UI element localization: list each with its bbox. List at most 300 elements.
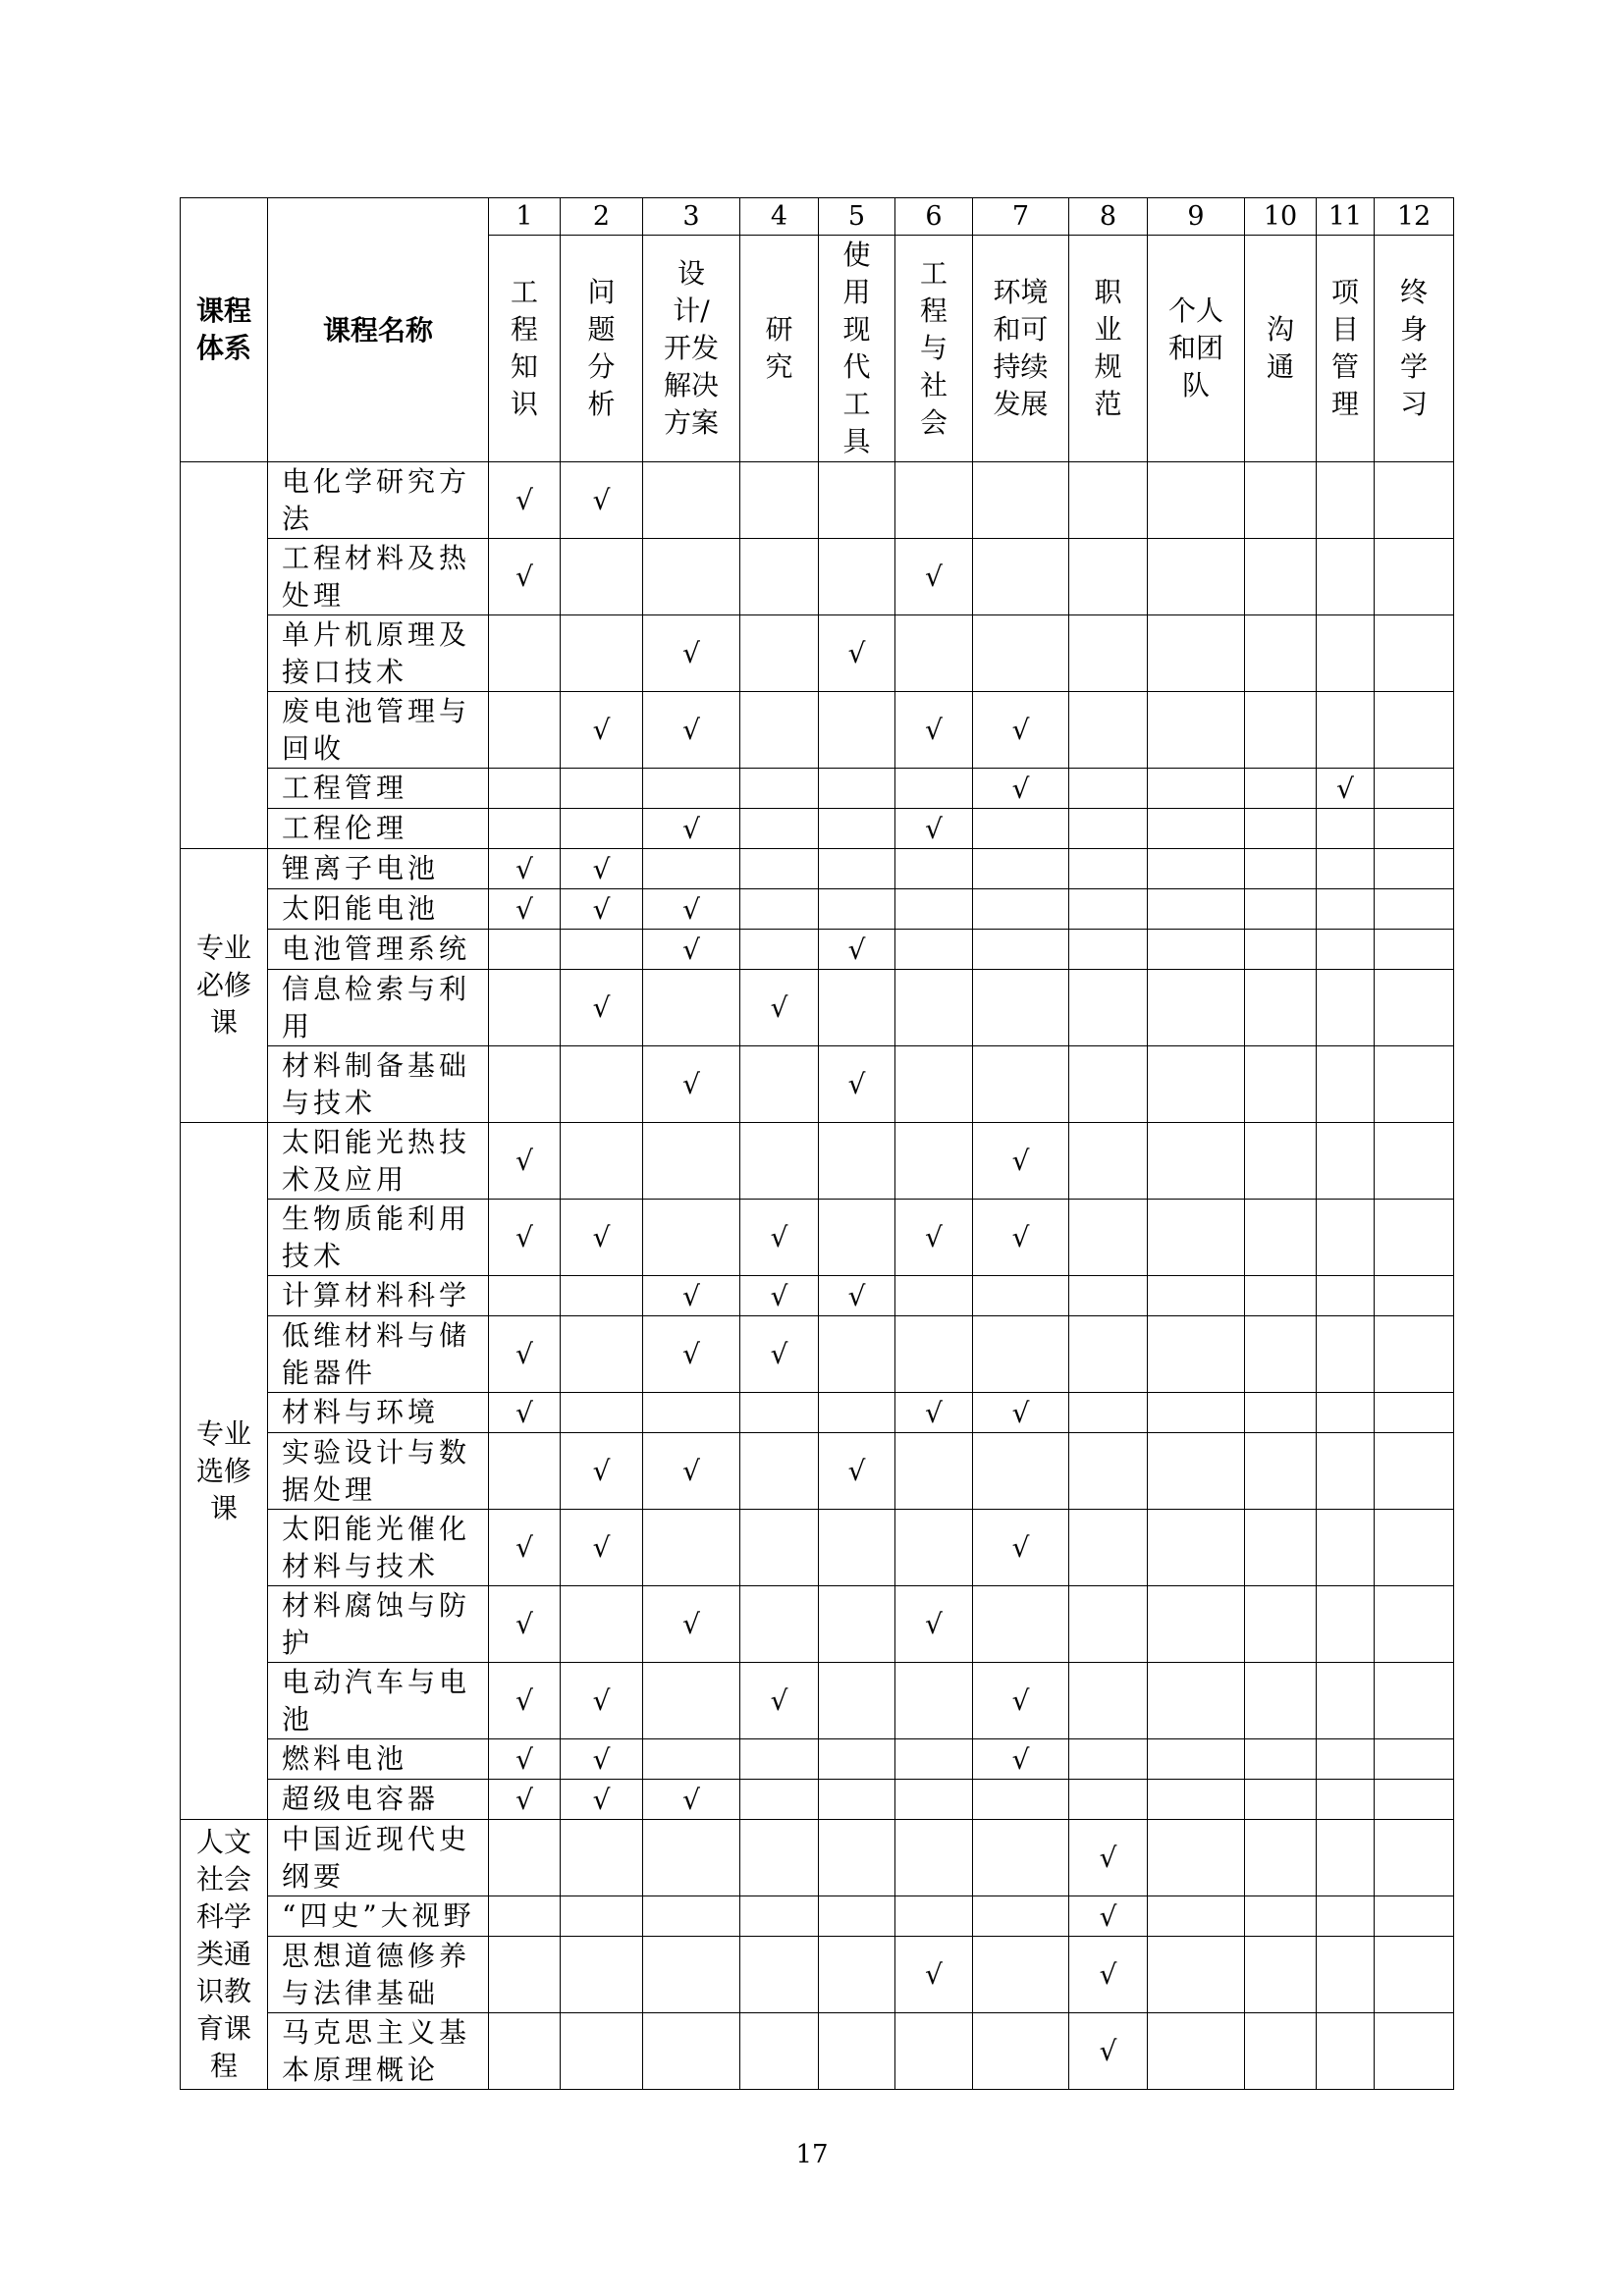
empty-cell bbox=[1245, 1820, 1317, 1896]
course-name: 材料制备基础与技术 bbox=[268, 1046, 489, 1123]
empty-cell bbox=[819, 462, 895, 539]
check-mark: √ bbox=[489, 1780, 561, 1820]
table-row bbox=[181, 1046, 1454, 1123]
empty-cell bbox=[973, 1896, 1069, 1937]
empty-cell bbox=[1317, 1586, 1375, 1663]
column-number: 11 bbox=[1317, 198, 1375, 236]
empty-cell bbox=[740, 1937, 819, 2013]
column-label-cell bbox=[1375, 236, 1454, 462]
empty-cell bbox=[740, 539, 819, 615]
column-number-row bbox=[181, 198, 1454, 236]
category-cell bbox=[181, 849, 268, 1123]
empty-cell bbox=[1245, 539, 1317, 615]
empty-cell bbox=[1245, 889, 1317, 930]
empty-cell bbox=[973, 1276, 1069, 1316]
empty-cell bbox=[1317, 1433, 1375, 1510]
empty-cell bbox=[561, 1393, 643, 1433]
empty-cell bbox=[643, 1820, 740, 1896]
course-name: 超级电容器 bbox=[268, 1780, 489, 1820]
empty-cell bbox=[973, 2013, 1069, 2090]
empty-cell bbox=[1317, 889, 1375, 930]
course-name: 废电池管理与回收 bbox=[268, 692, 489, 769]
course-name: 单片机原理及接口技术 bbox=[268, 615, 489, 692]
empty-cell bbox=[1245, 462, 1317, 539]
check-mark: √ bbox=[489, 1663, 561, 1739]
empty-cell bbox=[973, 1820, 1069, 1896]
empty-cell bbox=[740, 1046, 819, 1123]
column-label: 沟通 bbox=[1266, 313, 1294, 383]
empty-cell bbox=[1375, 2013, 1454, 2090]
check-mark: √ bbox=[489, 1510, 561, 1586]
check-mark: √ bbox=[895, 1937, 973, 2013]
check-mark: √ bbox=[561, 462, 643, 539]
empty-cell bbox=[643, 769, 740, 809]
check-mark: √ bbox=[973, 1123, 1069, 1200]
empty-cell bbox=[1148, 1316, 1245, 1393]
empty-cell bbox=[973, 539, 1069, 615]
check-mark: √ bbox=[973, 1510, 1069, 1586]
column-label: 终身学习 bbox=[1399, 276, 1428, 420]
course-name: 工程伦理 bbox=[268, 809, 489, 849]
category-label: 人文社会科学类通识教育课程 bbox=[195, 1826, 251, 2082]
empty-cell bbox=[819, 849, 895, 889]
course-name: 思想道德修养与法律基础 bbox=[268, 1937, 489, 2013]
empty-cell bbox=[489, 970, 561, 1046]
empty-cell bbox=[561, 1046, 643, 1123]
column-number: 6 bbox=[895, 198, 973, 236]
table-row bbox=[181, 849, 1454, 889]
empty-cell bbox=[740, 809, 819, 849]
column-label: 设计/开发解决方案 bbox=[663, 257, 719, 439]
empty-cell bbox=[561, 1820, 643, 1896]
empty-cell bbox=[1245, 930, 1317, 970]
empty-cell bbox=[895, 615, 973, 692]
empty-cell bbox=[489, 2013, 561, 2090]
column-label-cell bbox=[1317, 236, 1375, 462]
empty-cell bbox=[489, 1820, 561, 1896]
empty-cell bbox=[1069, 1739, 1148, 1780]
empty-cell bbox=[740, 889, 819, 930]
empty-cell bbox=[740, 1820, 819, 1896]
empty-cell bbox=[973, 615, 1069, 692]
column-number: 1 bbox=[489, 198, 561, 236]
course-name: 电池管理系统 bbox=[268, 930, 489, 970]
empty-cell bbox=[1375, 539, 1454, 615]
empty-cell bbox=[973, 1433, 1069, 1510]
column-number: 5 bbox=[819, 198, 895, 236]
empty-cell bbox=[1375, 1780, 1454, 1820]
page-number: 17 bbox=[795, 2140, 829, 2169]
empty-cell bbox=[819, 889, 895, 930]
empty-cell bbox=[819, 1896, 895, 1937]
empty-cell bbox=[1317, 1937, 1375, 2013]
empty-cell bbox=[973, 462, 1069, 539]
empty-cell bbox=[1069, 1123, 1148, 1200]
column-label-cell bbox=[489, 236, 561, 462]
empty-cell bbox=[643, 539, 740, 615]
column-label-cell bbox=[740, 236, 819, 462]
check-mark: √ bbox=[643, 809, 740, 849]
table-row bbox=[181, 1510, 1454, 1586]
empty-cell bbox=[819, 1510, 895, 1586]
table-row bbox=[181, 1780, 1454, 1820]
check-mark: √ bbox=[895, 1586, 973, 1663]
column-label: 项目管理 bbox=[1330, 276, 1359, 420]
empty-cell bbox=[819, 1586, 895, 1663]
column-label-cell bbox=[895, 236, 973, 462]
empty-cell bbox=[1148, 849, 1245, 889]
empty-cell bbox=[1317, 1393, 1375, 1433]
empty-cell bbox=[1148, 2013, 1245, 2090]
check-mark: √ bbox=[561, 889, 643, 930]
empty-cell bbox=[819, 539, 895, 615]
empty-cell bbox=[1375, 1896, 1454, 1937]
empty-cell bbox=[489, 692, 561, 769]
empty-cell bbox=[1317, 1510, 1375, 1586]
empty-cell bbox=[1148, 1586, 1245, 1663]
check-mark: √ bbox=[740, 1663, 819, 1739]
empty-cell bbox=[1317, 1316, 1375, 1393]
table-row bbox=[181, 1896, 1454, 1937]
empty-cell bbox=[1375, 1393, 1454, 1433]
empty-cell bbox=[561, 1586, 643, 1663]
empty-cell bbox=[1375, 889, 1454, 930]
course-name: 计算材料科学 bbox=[268, 1276, 489, 1316]
check-mark: √ bbox=[643, 692, 740, 769]
header-category: 课程体系 bbox=[195, 294, 251, 364]
empty-cell bbox=[1245, 1663, 1317, 1739]
table-row bbox=[181, 1316, 1454, 1393]
empty-cell bbox=[973, 1316, 1069, 1393]
empty-cell bbox=[643, 1393, 740, 1433]
empty-cell bbox=[973, 1937, 1069, 2013]
empty-cell bbox=[1148, 889, 1245, 930]
empty-cell bbox=[1148, 809, 1245, 849]
check-mark: √ bbox=[740, 970, 819, 1046]
empty-cell bbox=[1375, 1820, 1454, 1896]
empty-cell bbox=[740, 1739, 819, 1780]
empty-cell bbox=[1375, 1510, 1454, 1586]
empty-cell bbox=[489, 769, 561, 809]
empty-cell bbox=[740, 615, 819, 692]
empty-cell bbox=[1148, 1276, 1245, 1316]
course-name: 工程材料及热处理 bbox=[268, 539, 489, 615]
empty-cell bbox=[643, 1663, 740, 1739]
check-mark: √ bbox=[643, 1433, 740, 1510]
check-mark: √ bbox=[489, 539, 561, 615]
empty-cell bbox=[489, 1433, 561, 1510]
empty-cell bbox=[819, 2013, 895, 2090]
table-row bbox=[181, 1739, 1454, 1780]
empty-cell bbox=[1245, 1937, 1317, 2013]
empty-cell bbox=[643, 1937, 740, 2013]
empty-cell bbox=[1317, 462, 1375, 539]
table-row bbox=[181, 2013, 1454, 2090]
empty-cell bbox=[819, 1739, 895, 1780]
empty-cell bbox=[819, 1123, 895, 1200]
check-mark: √ bbox=[973, 769, 1069, 809]
empty-cell bbox=[895, 1046, 973, 1123]
empty-cell bbox=[1375, 930, 1454, 970]
empty-cell bbox=[643, 1739, 740, 1780]
column-label: 环境和可持续发展 bbox=[993, 276, 1049, 420]
check-mark: √ bbox=[489, 849, 561, 889]
check-mark: √ bbox=[561, 692, 643, 769]
empty-cell bbox=[1375, 1937, 1454, 2013]
empty-cell bbox=[1148, 1896, 1245, 1937]
empty-cell bbox=[1148, 1510, 1245, 1586]
empty-cell bbox=[1245, 1510, 1317, 1586]
empty-cell bbox=[1069, 692, 1148, 769]
empty-cell bbox=[1375, 1739, 1454, 1780]
check-mark: √ bbox=[1069, 1820, 1148, 1896]
empty-cell bbox=[1317, 930, 1375, 970]
empty-cell bbox=[1148, 1433, 1245, 1510]
check-mark: √ bbox=[973, 1200, 1069, 1276]
check-mark: √ bbox=[561, 1780, 643, 1820]
table-row bbox=[181, 769, 1454, 809]
course-name: 工程管理 bbox=[268, 769, 489, 809]
column-label: 职业规范 bbox=[1094, 276, 1122, 420]
table-row bbox=[181, 1200, 1454, 1276]
empty-cell bbox=[973, 1586, 1069, 1663]
column-label-cell bbox=[643, 236, 740, 462]
check-mark: √ bbox=[561, 1663, 643, 1739]
table-row bbox=[181, 1663, 1454, 1739]
empty-cell bbox=[1245, 970, 1317, 1046]
empty-cell bbox=[895, 1896, 973, 1937]
empty-cell bbox=[1317, 1046, 1375, 1123]
column-label-cell bbox=[1148, 236, 1245, 462]
empty-cell bbox=[1317, 1896, 1375, 1937]
empty-cell bbox=[1375, 849, 1454, 889]
check-mark: √ bbox=[1069, 1896, 1148, 1937]
empty-cell bbox=[1375, 1046, 1454, 1123]
table-row bbox=[181, 1393, 1454, 1433]
empty-cell bbox=[1317, 1739, 1375, 1780]
empty-cell bbox=[895, 769, 973, 809]
empty-cell bbox=[1148, 1739, 1245, 1780]
check-mark: √ bbox=[819, 1046, 895, 1123]
empty-cell bbox=[489, 809, 561, 849]
empty-cell bbox=[1148, 1393, 1245, 1433]
empty-cell bbox=[740, 769, 819, 809]
empty-cell bbox=[1317, 970, 1375, 1046]
empty-cell bbox=[1148, 1780, 1245, 1820]
empty-cell bbox=[740, 2013, 819, 2090]
empty-cell bbox=[1069, 1586, 1148, 1663]
empty-cell bbox=[973, 930, 1069, 970]
empty-cell bbox=[895, 1433, 973, 1510]
check-mark: √ bbox=[643, 930, 740, 970]
category-label: 专业选修课 bbox=[195, 1416, 251, 1524]
check-mark: √ bbox=[740, 1200, 819, 1276]
column-label: 个人和团队 bbox=[1167, 294, 1223, 401]
empty-cell bbox=[895, 1663, 973, 1739]
empty-cell bbox=[1069, 1316, 1148, 1393]
empty-cell bbox=[489, 1046, 561, 1123]
column-number: 9 bbox=[1148, 198, 1245, 236]
empty-cell bbox=[489, 615, 561, 692]
empty-cell bbox=[1375, 462, 1454, 539]
table-row bbox=[181, 1586, 1454, 1663]
category-cell bbox=[181, 1123, 268, 1820]
check-mark: √ bbox=[819, 1433, 895, 1510]
empty-cell bbox=[1245, 1586, 1317, 1663]
column-label-cell bbox=[1245, 236, 1317, 462]
empty-cell bbox=[1148, 1820, 1245, 1896]
empty-cell bbox=[895, 1780, 973, 1820]
empty-cell bbox=[561, 2013, 643, 2090]
check-mark: √ bbox=[895, 692, 973, 769]
empty-cell bbox=[819, 1316, 895, 1393]
table-row bbox=[181, 539, 1454, 615]
empty-cell bbox=[643, 1510, 740, 1586]
empty-cell bbox=[1148, 1663, 1245, 1739]
check-mark: √ bbox=[643, 1046, 740, 1123]
empty-cell bbox=[1069, 1046, 1148, 1123]
check-mark: √ bbox=[895, 809, 973, 849]
empty-cell bbox=[1148, 970, 1245, 1046]
empty-cell bbox=[1245, 692, 1317, 769]
table-row bbox=[181, 615, 1454, 692]
empty-cell bbox=[1069, 769, 1148, 809]
empty-cell bbox=[1245, 1316, 1317, 1393]
column-label: 工程知识 bbox=[510, 276, 538, 420]
column-label: 使用现代工具 bbox=[842, 239, 871, 457]
column-label-cell bbox=[1069, 236, 1148, 462]
empty-cell bbox=[643, 1123, 740, 1200]
empty-cell bbox=[973, 1780, 1069, 1820]
check-mark: √ bbox=[643, 1316, 740, 1393]
empty-cell bbox=[1317, 539, 1375, 615]
table-row bbox=[181, 889, 1454, 930]
empty-cell bbox=[895, 1316, 973, 1393]
empty-cell bbox=[1375, 1276, 1454, 1316]
empty-cell bbox=[740, 1896, 819, 1937]
empty-cell bbox=[819, 809, 895, 849]
empty-cell bbox=[1148, 692, 1245, 769]
header-course: 课程名称 bbox=[322, 313, 433, 347]
empty-cell bbox=[1375, 615, 1454, 692]
empty-cell bbox=[973, 809, 1069, 849]
empty-cell bbox=[740, 1780, 819, 1820]
check-mark: √ bbox=[561, 849, 643, 889]
empty-cell bbox=[895, 462, 973, 539]
empty-cell bbox=[561, 1937, 643, 2013]
empty-cell bbox=[973, 849, 1069, 889]
empty-cell bbox=[561, 809, 643, 849]
empty-cell bbox=[489, 930, 561, 970]
empty-cell bbox=[1245, 1393, 1317, 1433]
empty-cell bbox=[1069, 615, 1148, 692]
table-row bbox=[181, 970, 1454, 1046]
empty-cell bbox=[1245, 1276, 1317, 1316]
course-name: “四史”大视野 bbox=[268, 1896, 489, 1937]
empty-cell bbox=[1069, 849, 1148, 889]
empty-cell bbox=[489, 1276, 561, 1316]
empty-cell bbox=[643, 2013, 740, 2090]
category-cell bbox=[181, 1820, 268, 2090]
check-mark: √ bbox=[561, 970, 643, 1046]
empty-cell bbox=[561, 1123, 643, 1200]
empty-cell bbox=[819, 1663, 895, 1739]
empty-cell bbox=[1245, 1433, 1317, 1510]
course-name: 低维材料与储能器件 bbox=[268, 1316, 489, 1393]
empty-cell bbox=[1069, 1510, 1148, 1586]
column-number: 10 bbox=[1245, 198, 1317, 236]
check-mark: √ bbox=[895, 1393, 973, 1433]
empty-cell bbox=[1317, 1200, 1375, 1276]
check-mark: √ bbox=[819, 615, 895, 692]
empty-cell bbox=[1069, 1276, 1148, 1316]
check-mark: √ bbox=[643, 615, 740, 692]
check-mark: √ bbox=[973, 692, 1069, 769]
check-mark: √ bbox=[819, 930, 895, 970]
empty-cell bbox=[1148, 1123, 1245, 1200]
empty-cell bbox=[561, 539, 643, 615]
empty-cell bbox=[1069, 970, 1148, 1046]
empty-cell bbox=[1148, 1046, 1245, 1123]
empty-cell bbox=[740, 1393, 819, 1433]
empty-cell bbox=[1317, 1663, 1375, 1739]
column-number: 8 bbox=[1069, 198, 1148, 236]
column-number: 3 bbox=[643, 198, 740, 236]
empty-cell bbox=[561, 1896, 643, 1937]
empty-cell bbox=[1375, 1433, 1454, 1510]
empty-cell bbox=[819, 1937, 895, 2013]
empty-cell bbox=[1069, 539, 1148, 615]
empty-cell bbox=[1245, 615, 1317, 692]
check-mark: √ bbox=[489, 462, 561, 539]
column-label-cell bbox=[819, 236, 895, 462]
empty-cell bbox=[1069, 1200, 1148, 1276]
empty-cell bbox=[561, 615, 643, 692]
empty-cell bbox=[1375, 1123, 1454, 1200]
course-objective-matrix bbox=[180, 197, 1454, 2090]
empty-cell bbox=[973, 970, 1069, 1046]
check-mark: √ bbox=[643, 1276, 740, 1316]
empty-cell bbox=[895, 1510, 973, 1586]
empty-cell bbox=[1069, 462, 1148, 539]
empty-cell bbox=[895, 930, 973, 970]
empty-cell bbox=[740, 1586, 819, 1663]
empty-cell bbox=[819, 1393, 895, 1433]
empty-cell bbox=[1069, 809, 1148, 849]
empty-cell bbox=[489, 1896, 561, 1937]
empty-cell bbox=[1148, 1937, 1245, 2013]
course-name: 电动汽车与电池 bbox=[268, 1663, 489, 1739]
empty-cell bbox=[643, 1200, 740, 1276]
empty-cell bbox=[561, 1276, 643, 1316]
empty-cell bbox=[1375, 1316, 1454, 1393]
empty-cell bbox=[1148, 930, 1245, 970]
category-label: 专业必修课 bbox=[195, 932, 251, 1039]
check-mark: √ bbox=[973, 1663, 1069, 1739]
course-name: 马克思主义基本原理概论 bbox=[268, 2013, 489, 2090]
check-mark: √ bbox=[740, 1276, 819, 1316]
column-number: 4 bbox=[740, 198, 819, 236]
empty-cell bbox=[1375, 970, 1454, 1046]
check-mark: √ bbox=[643, 1780, 740, 1820]
empty-cell bbox=[1069, 1433, 1148, 1510]
empty-cell bbox=[1245, 1896, 1317, 1937]
empty-cell bbox=[1069, 930, 1148, 970]
check-mark: √ bbox=[489, 1123, 561, 1200]
column-number: 7 bbox=[973, 198, 1069, 236]
course-name: 材料腐蚀与防护 bbox=[268, 1586, 489, 1663]
empty-cell bbox=[1375, 692, 1454, 769]
